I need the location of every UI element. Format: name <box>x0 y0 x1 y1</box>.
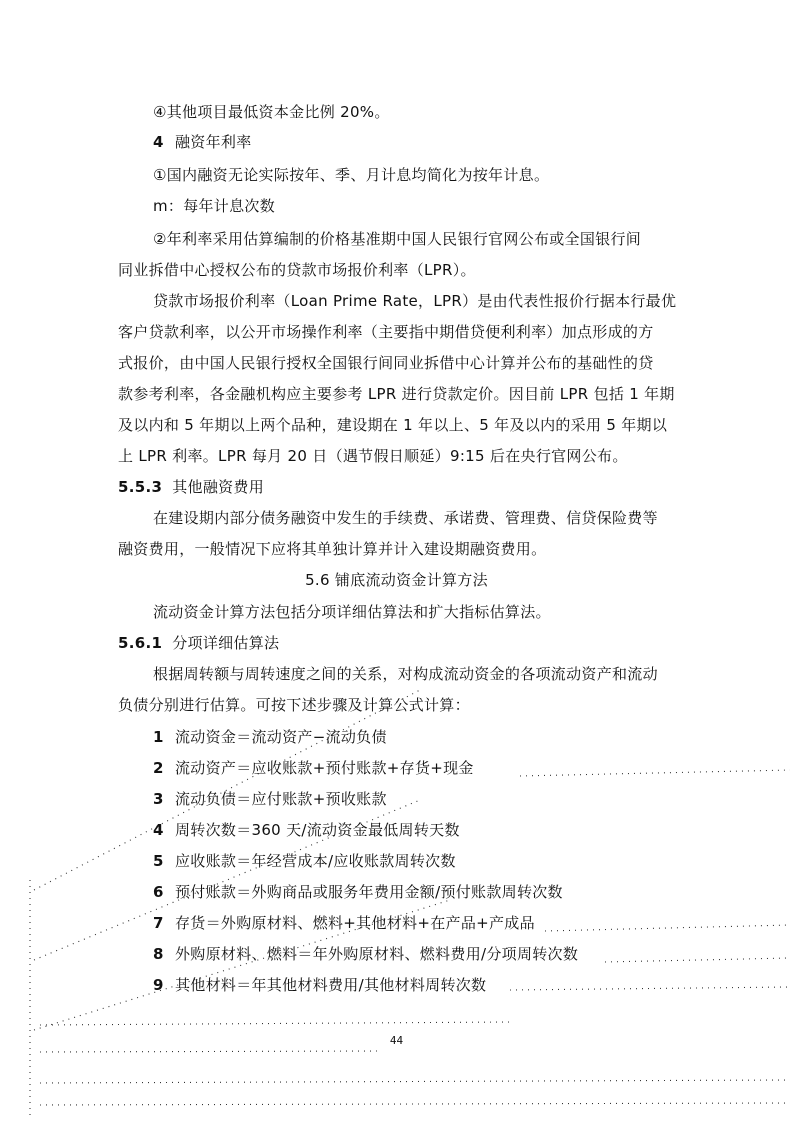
formula-line <box>153 789 387 809</box>
paragraph-line: m：每年计息次数 <box>153 197 276 215</box>
formula-line <box>153 913 535 933</box>
paragraph-line: 贷款市场报价利率（Loan Prime Rate，LPR）是由代表性报价行据本行最优 <box>153 292 677 310</box>
formula-number: 1 <box>153 728 164 746</box>
formula-text: 预付账款＝外购商品或服务年费用金额/预付账款周转次数 <box>175 883 563 901</box>
section-title: 分项详细估算法 <box>172 634 280 652</box>
section-number: 5.5.3 <box>118 478 163 496</box>
section-heading <box>118 477 264 497</box>
formula-number: 7 <box>153 914 164 932</box>
paragraph-line: 同业拆借中心授权公布的贷款市场报价利率（LPR）。 <box>118 261 476 279</box>
paragraph-line: 根据周转额与周转速度之间的关系，对构成流动资金的各项流动资产和流动 <box>153 665 658 683</box>
paragraph-line: 式报价，由中国人民银行授权全国银行间同业拆借中心计算并公布的基础性的贷 <box>118 354 654 372</box>
paragraph-line: ②年利率采用估算编制的价格基准期中国人民银行官网公布或全国银行间 <box>153 230 642 248</box>
paragraph-line: 融资费用，一般情况下应将其单独计算并计入建设期融资费用。 <box>118 540 547 558</box>
paragraph-line: 款参考利率，各金融机构应主要参考 LPR 进行贷款定价。因目前 LPR 包括 1 年期 <box>118 385 675 403</box>
formula-number: 5 <box>153 852 164 870</box>
chapter-heading: 5.6 铺底流动资金计算方法 <box>305 571 488 589</box>
formula-line <box>153 882 563 902</box>
formula-text: 周转次数＝360 天/流动资金最低周转天数 <box>175 821 460 839</box>
formula-line <box>153 851 456 871</box>
formula-number: 6 <box>153 883 164 901</box>
formula-text: 存货＝外购原材料、燃料+其他材料+在产品+产成品 <box>175 914 535 932</box>
item-label: 融资年利率 <box>175 133 252 151</box>
formula-line <box>153 727 387 747</box>
section-title: 其他融资费用 <box>172 478 265 496</box>
formula-line <box>153 944 578 964</box>
formula-number: 4 <box>153 821 164 839</box>
paragraph-line: 上 LPR 利率。LPR 每月 20 日（遇节假日顺延）9:15 后在央行官网公布。 <box>118 447 628 465</box>
formula-line <box>153 820 460 840</box>
formula-text: 应收账款＝年经营成本/应收账款周转次数 <box>175 852 456 870</box>
paragraph-line: ④其他项目最低资本金比例 20%。 <box>153 103 390 121</box>
paragraph-line: 流动资金计算方法包括分项详细估算法和扩大指标估算法。 <box>153 603 551 621</box>
section-number: 5.6.1 <box>118 634 163 652</box>
section-heading <box>118 633 279 653</box>
formula-text: 流动资金＝流动资产−流动负债 <box>175 728 387 746</box>
formula-text: 外购原材料、燃料＝年外购原材料、燃料费用/分项周转次数 <box>175 945 579 963</box>
page-number: 44 <box>389 1034 404 1047</box>
formula-text: 流动负债＝应付账款+预收账款 <box>175 790 387 808</box>
formula-text: 流动资产＝应收账款+预付账款+存货+现金 <box>175 759 474 777</box>
formula-number: 3 <box>153 790 164 808</box>
formula-line <box>153 975 486 995</box>
formula-line <box>153 758 474 778</box>
paragraph-line: 在建设期内部分债务融资中发生的手续费、承诺费、管理费、信贷保险费等 <box>153 509 658 527</box>
formula-text: 其他材料＝年其他材料费用/其他材料周转次数 <box>175 976 487 994</box>
formula-number: 8 <box>153 945 164 963</box>
paragraph-line: ①国内融资无论实际按年、季、月计息均简化为按年计息。 <box>153 166 550 184</box>
item-number: 4 <box>153 133 164 151</box>
paragraph-line: 负债分别进行估算。可按下述步骤及计算公式计算： <box>118 696 470 714</box>
formula-number: 2 <box>153 759 164 777</box>
paragraph-line: 客户贷款利率，以公开市场操作利率（主要指中期借贷便利利率）加点形成的方 <box>118 323 654 341</box>
paragraph-line: 及以内和 5 年期以上两个品种，建设期在 1 年以上、5 年及以内的采用 5 年期以 <box>118 416 668 434</box>
item-heading <box>153 132 252 152</box>
formula-number: 9 <box>153 976 164 994</box>
